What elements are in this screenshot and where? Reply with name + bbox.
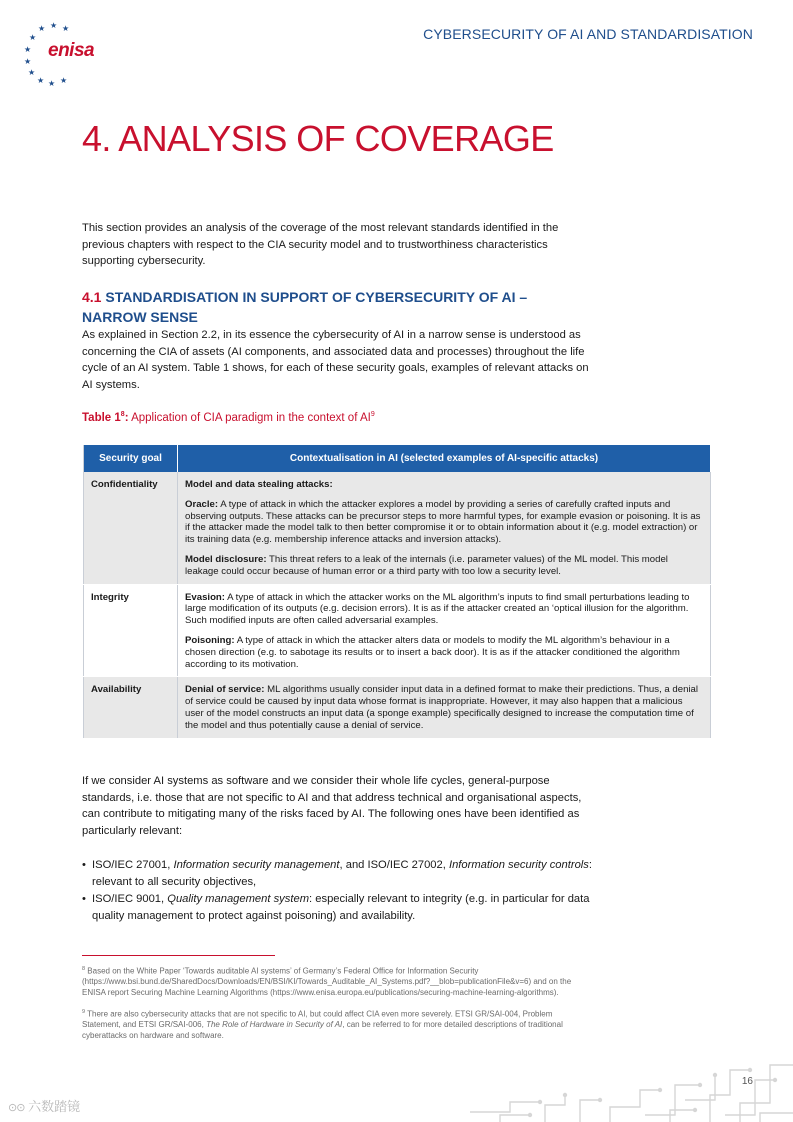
cell-term: Model disclosure: (185, 553, 267, 565)
enisa-logo (22, 22, 102, 90)
chapter-heading: 4. ANALYSIS OF COVERAGE (82, 118, 554, 159)
footnote-8 (82, 964, 592, 998)
cell-text: A type of attack in which the attacker works on the ML algorithm’s inputs to find small perturbations leading to large modification of its outputs (e.g. decision errors). It is as if the attacker created an ‘optical illusion for the algorithm. Such modified inputs are often called adversarial examples. (185, 591, 690, 627)
svg-text:★: ★ (50, 22, 58, 30)
bullet-icon: • (82, 893, 86, 906)
list-item: • ISO/IEC 9001, Quality management system: especially relevant to integrity (e.g. in particular for data quality management to protect against poisoning) and availability. (82, 893, 590, 922)
intro-paragraph: This section provides an analysis of the coverage of the most relevant standards identified in the previous chapters with respect to the CIA security model and to trustworthiness characteristics supporting cybersecurity. (82, 222, 559, 268)
svg-text:★: ★ (38, 24, 46, 33)
cell-text: This threat refers to a leak of the internals (i.e. parameter values) of the ML model. This model leakage could occur because of human error or a third party with too low a security level. (185, 553, 668, 577)
cell-item (185, 635, 703, 670)
watermark-text: 六数踏镜 (28, 1099, 81, 1114)
watermark (8, 1096, 80, 1115)
caption-colon: : (124, 411, 129, 424)
cell-term: Evasion: (185, 591, 225, 603)
section-number: 4.1 (82, 289, 102, 305)
list-item: • ISO/IEC 27001, Information security management, and ISO/IEC 27002, Information security controls: relevant to all security objectives, (82, 859, 592, 888)
footnote-9 (82, 1007, 592, 1041)
footnote-text: , can be referred to for more detailed descriptions of traditional cyberattacks on hardware and software. (82, 1020, 563, 1040)
watermark-logo-icon: ⊙⊙ (8, 1102, 25, 1114)
page-number: 16 (741, 1076, 753, 1087)
context-cell (178, 472, 711, 584)
context-cell (178, 584, 711, 677)
svg-text:★: ★ (60, 76, 68, 85)
table-row (84, 677, 711, 738)
header-security-goal: Security goal (84, 445, 178, 472)
section-title: STANDARDISATION IN SUPPORT OF CYBERSECURITY OF AI – NARROW SENSE (82, 289, 528, 325)
section-paragraph: As explained in Section 2.2, in its essence the cybersecurity of AI in a narrow sense is understood as concerning the CIA of assets (AI components, and associated data and processes) throughout the life cycle of an AI system. Table 1 shows, for each of these security goals, examples of relevant attacks on AI systems. (82, 329, 589, 391)
svg-text:★: ★ (29, 33, 37, 42)
cell-item (185, 684, 703, 731)
cell-item (185, 499, 703, 546)
cell-term: Denial of service: (185, 684, 265, 696)
cell-term: Oracle: (185, 498, 219, 510)
table-row (84, 584, 711, 677)
footnote-number: 8 (82, 966, 86, 972)
cell-item (185, 554, 703, 578)
footnote-text: Based on the White Paper ‘Towards auditable AI systems’ of Germany’s Federal Office for Information Security (https://www.bsi.bund.de/SharedDocs/Downloads/EN/BSI/KI/Towards_Auditable_AI_Systems.pdf?__blob=publicationFile&v=6) and on the ENISA report Securing Machine Learning Algorithms (https://www.enisa.europa.eu/publications/securing-machine-learning-algorithms). (82, 966, 572, 997)
footnote-number: 9 (82, 1009, 86, 1015)
header-contextualisation: Contextualisation in AI (selected examples of AI-specific attacks) (178, 445, 711, 472)
svg-text:★: ★ (24, 57, 32, 66)
bullet-icon: • (82, 859, 86, 871)
cell-item (185, 592, 703, 627)
table-row (84, 472, 711, 584)
caption-footnote-ref-2[interactable]: 9 (370, 411, 375, 418)
document-title: CYBERSECURITY OF AI AND STANDARDISATION (423, 26, 753, 42)
cia-table (83, 445, 711, 739)
enisa-wordmark: enisa (48, 40, 95, 61)
caption-text: Application of CIA paradigm in the context of AI (128, 411, 371, 424)
table-caption (82, 411, 375, 424)
table-header-row (84, 445, 711, 472)
cell-item (185, 479, 703, 491)
circuit-decoration-icon (470, 1055, 793, 1122)
footnote-text: There are also cybersecurity attacks that are not specific to AI, but could affect CIA even more severely. ETSI GR/SAI-004, Problem Statement, and ETSI GR/SAI-006, (82, 1009, 553, 1030)
svg-text:★: ★ (62, 24, 70, 33)
svg-text:★: ★ (48, 79, 56, 88)
caption-footnote-ref[interactable]: 8 (120, 411, 125, 418)
cell-term: Poisoning: (185, 634, 235, 646)
goal-cell: Availability (84, 677, 178, 738)
svg-text:★: ★ (28, 68, 36, 77)
goal-cell: Confidentiality (84, 472, 178, 584)
footnote-divider (82, 955, 275, 956)
standards-paragraph: If we consider AI systems as software and we consider their whole life cycles, general-purpose standards, i.e. those that are not specific to AI and that address technical and organisational aspects, can contribute to mitigating many of the risks faced by AI. The following ones have been identified as particularly relevant: (82, 775, 582, 837)
goal-cell: Integrity (84, 584, 178, 677)
footnote-italic: The Role of Hardware in Security of AI (206, 1020, 343, 1030)
cell-text: A type of attack in which the attacker explores a model by providing a series of carefully crafted inputs and observing outputs. These attacks can be precursor steps to more harmful types, for example evasion or poisoning. It is as if the attacker made the model talk to then better compromise it or to obtain information about it (e.g. model extraction) or its training data (e.g. membership inference attacks and inversion attacks). (185, 498, 701, 546)
svg-text:★: ★ (24, 45, 32, 54)
caption-label: Table 1 (82, 411, 121, 424)
cell-text: ML algorithms usually consider input data in a defined format to make their predictions. Thus, a denial of service could be caused by input data whose format is inappropriate. However, it may also happen that a malicious user of the model constructs an input data (a sponge example) specifically designed to increase the computation time of the model and thus potentially cause a denial of service. (185, 684, 699, 731)
context-cell (178, 677, 711, 738)
cell-text: A type of attack in which the attacker alters data or models to modify the ML algorithm’s behaviour in a chosen direction (e.g. to sabotage its results or to insert a back door). It is as if the attacker conditioned the algorithm according to its motivation. (185, 634, 680, 670)
cell-term: Model and data stealing attacks: (185, 479, 333, 490)
svg-text:★: ★ (37, 76, 45, 85)
standards-list (82, 857, 592, 925)
section-heading (82, 287, 582, 327)
